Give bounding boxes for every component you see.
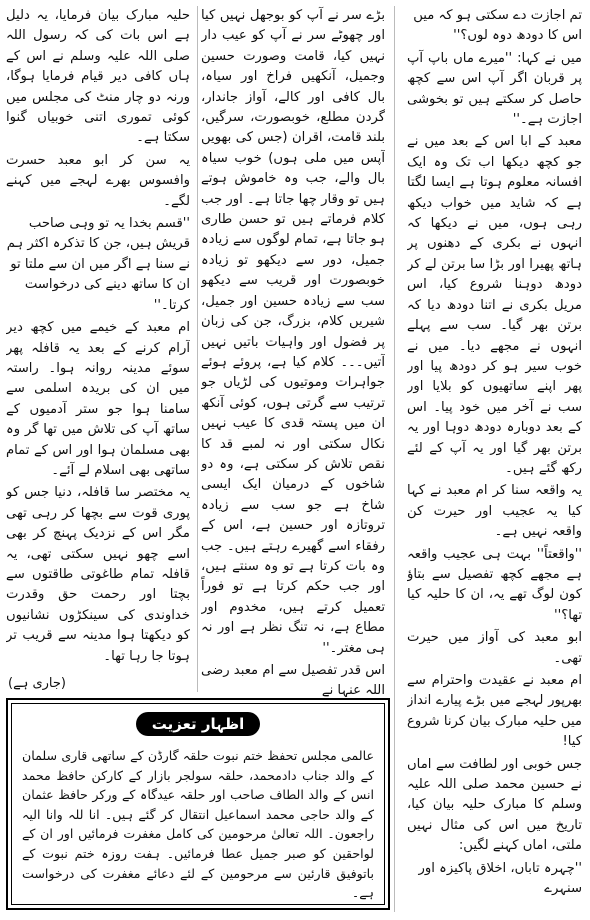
column-divider [197, 6, 198, 692]
continued-marker: (جاری ہے) [8, 676, 66, 691]
paragraph: معبد کے ابا اس کے بعد میں نے جو کچھ دیکھا اب تک وہ ایک افسانہ معلوم ہوتا ہے ایسا لگتا ہے کہ شاید میں خواب دیکھ رہی ہوں، میں نے دیکھا کہ انہوں نے بکری کے دھنوں پر ہاتھ پھیرا اور بڑا سا برتن لے کر دودھ دوہنا شروع کیا، اس مریل بکری نے اتنا دودھ دیا کہ برتن بھر گیا۔ سب سے پہلے انہوں نے مجھے دیا۔ میں نے خوب سیر ہو کر دودھ پیا اور پھر اپنے ساتھیوں کو بلایا اور سب نے آخر میں خود پیا۔ اس کے بعد دوبارہ دودھ دوہا اور یہ برتن بھر گیا اور یہ آپ کے لئے رکھ گئے ہیں۔ [407, 134, 582, 476]
paragraph: تم اجازت دے سکتی ہو کہ میں اس کا دودھ دوہ لوں؟'' [413, 8, 582, 44]
paragraph: ''قسم بخدا یہ تو وہی صاحب قریش ہیں، جن کا تذکرہ اکثر ہم نے سنا ہے اگر میں ان سے ملتا تو ان کا ساتھ دینے کی درخواست کرتا۔'' [6, 216, 190, 313]
column-divider [394, 6, 395, 912]
paragraph: یہ مختصر سا قافلہ، دنیا جس کو پوری قوت سے بچھا کر رہی تھی مگر اس کے نزدیک پہنچ کر بھی اسے چھو نہیں سکتی تھی، یہ قافلہ تمام طاغوتی طاقتوں سے بچتا اور رحمت حق وقدرت خداوندی کی سینکڑوں نشانیوں کو دیکھتا ہوا مدینہ سے قریب تر ہوتا جا رہا تھا۔ [6, 485, 190, 664]
paragraph: ام معبد نے عقیدت واحترام سے بھرپور لہجے میں بڑے پیارے انداز میں حلیہ مبارک بیان کرنا شروع کیا! [407, 673, 582, 750]
paragraph: اس قدر تفصیل سے ام معبد رضی اللہ عنہا نے [201, 663, 385, 699]
paragraph: حلیہ مبارک بیان فرمایا، یہ دلیل ہے اس بات کی کہ رسول اللہ صلی اللہ علیہ وسلم نے اس کے ہاں کافی دیر قیام فرمایا ہوگا، ورنہ دو چار منٹ کی مجلس میں کوئی تموری اتنی خوبیاں گنوا سکتا ہے۔ [6, 8, 190, 146]
paragraph: ''واقعتاً'' بہت ہی عجیب واقعہ ہے مجھے کچھ تفصیل سے بتاؤ کون لوگ تھے یہ، ان کا حلیہ کیا تھا؟'' [407, 546, 582, 623]
paragraph: ''چہرہ تاباں، اخلاق پاکیزہ اور سنہرے [418, 860, 582, 897]
paragraph: یہ سن کر ابو معبد حسرت وافسوس بھرے لہجے میں کہنے لگے۔ [6, 152, 190, 209]
left-column [6, 6, 190, 691]
paragraph: جس خوبی اور لطافت سے اماں نے حسین محمد صلی اللہ علیہ وسلم کا مبارک حلیہ بیان کیا، تاریخ میں اس کی مثال نہیں ملتی، اماں کہنے لگیں: [407, 756, 582, 854]
middle-column [201, 6, 385, 714]
condolence-title-wrap [12, 712, 384, 736]
paragraph: ام معبد کے خیمے میں کچھ دیر آرام کرنے کے بعد یہ قافلہ پھر سوئے مدینہ روانہ ہوا۔ راستہ میں ان کی بریدہ اسلمی سے سامنا ہوا جو ستر آدمیوں کے ساتھ آپ کی تلاش میں تھا گر وہ بھی مسلمان ہوا اور اس کے تمام ساتھی بھی اسلام لے آئے۔ [6, 320, 190, 478]
right-column [407, 6, 582, 914]
paragraph: میں نے کہا: ''میرے ماں باپ آپ پر قربان اگر آپ اس سے کچھ حاصل کر سکتے ہیں تو بخوشی اجازت ہے۔'' [407, 50, 582, 128]
paragraph: ابو معبد کی آواز میں حیرت تھی۔ [407, 630, 582, 666]
condolence-box-inner-border [11, 703, 385, 905]
paragraph: یہ واقعہ سنا کر ام معبد نے کہا کیا یہ عجیب اور حیرت کن واقعہ نہیں ہے۔ [407, 483, 582, 540]
paragraph: بڑے سر نے آپ کو بوجھل نہیں کیا اور چھوٹے سر نے آپ کو عیب دار نہیں کیا، قامت وصورت حسین وجمیل، آنکھیں فراخ اور سیاہ، بال کافی اور کالے، آواز جاندار، گردن مطلع، خوبصورت، سرگیں، بلند قامت، اقران (جس کی بھویں آپس میں ملی ہوں) خوب سیاہ بال والے، جب وہ خاموش ہوتے ہیں تو وقار چھا جاتا ہے۔ اور جب کلام فرماتے ہیں تو حسن طاری ہو جاتا ہے، تمام لوگوں سے زیادہ جمیل، دور سے دیکھو تو زیادہ خوبصورت اور قریب سے دیکھو سب سے زیادہ حسین اور جمیل، شیریں کلام، بزرگ، جن کی زبان پر فضول اور واہیات باتیں نہیں آتیں۔۔۔ کلام کیا ہے، پروئے ہوئے جواہرات وموتیوں کی لڑیاں جو ترتیب سے گرتی ہوں، کوئی آنکھ ان میں پستہ قدی کا عیب نہیں نکال سکتی اور نہ لمبے قد کا نقص تلاش کر سکتی ہے، وہ دو شاخوں کے درمیان ایک ایسی شاخ ہے جو سب سے زیادہ تروتازہ اور حسین ہے، اس کے رفقاء اسے گھیرے رہتے ہیں۔ جب وہ بات کرتا ہے تو وہ سنتے ہیں، اور جب حکم کرتا ہے تو فوراً تعمیل کرتے ہیں، مخدوم اور مطاع ہے، نہ تنگ نظر ہے اور نہ ہی مغتر۔'' [201, 8, 385, 656]
condolence-title: اظہار تعزیت [136, 712, 261, 736]
condolence-body: عالمی مجلس تحفظ ختم نبوت حلقہ گارڈن کے ساتھی قاری سلمان کے والد جناب دادمحمد، حلقہ سولجر بازار کے کارکن حافظ محمد انس کے والد الطاف صاحب اور حلقہ عیدگاہ کے ورکر حافظ عثمان کے والد حاجی محمد اسماعیل انتقال کر گئے ہیں۔ انا للہ وانا الیہ راجعون۔ اللہ تعالیٰ مرحومین کی کامل مغفرت فرمائیں اور ان کے لواحقین کو صبر جمیل عطا فرمائیں۔ ہفت روزہ ختم نبوت کے باتوفیق قارئین سے مرحومین کے لئے دعائے مغفرت کی درخواست ہے۔ [22, 748, 374, 901]
condolence-box [6, 698, 390, 910]
